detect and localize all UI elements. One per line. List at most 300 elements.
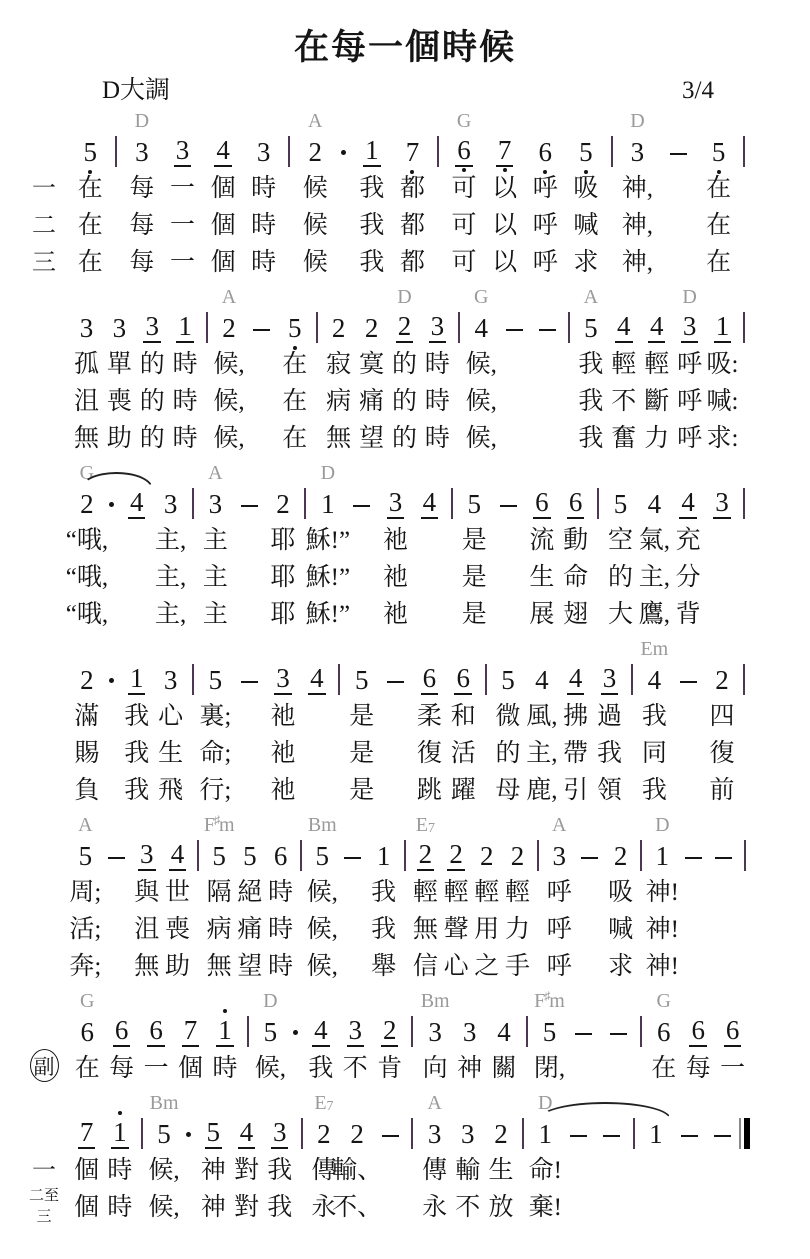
lyric-syllable: 是	[349, 702, 375, 730]
lyric-syllable: 個	[210, 174, 236, 202]
lyric-syllable	[412, 556, 446, 593]
barline-glyph	[296, 837, 307, 871]
lyric-syllable	[338, 908, 369, 945]
chord-label: A	[221, 286, 237, 308]
lyric-syllable: 主,	[154, 563, 187, 591]
lyric-syllable	[673, 1149, 706, 1186]
note-digit: 5	[584, 313, 598, 343]
lyric-syllable: 命;	[199, 739, 232, 767]
lyric-syllable: 復	[709, 739, 735, 767]
chord-strip	[705, 461, 739, 485]
note	[671, 461, 705, 630]
note	[640, 285, 673, 454]
lyric-syllable: 沮	[134, 915, 160, 943]
lyric-syllable: 時	[268, 878, 294, 906]
lyric-syllable: 耶	[270, 526, 296, 554]
lyric-syllable: 的	[608, 563, 634, 591]
lyric-syllable: 一	[169, 174, 195, 202]
lyric-syllable: 在	[74, 1054, 100, 1082]
lyric-syllable: 在	[706, 174, 732, 202]
lyric-syllable	[232, 732, 266, 769]
dash-glyph	[706, 1115, 739, 1149]
lyric-syllable: 不、	[332, 1193, 383, 1221]
chord-label: G	[456, 110, 472, 132]
note	[418, 1091, 451, 1223]
note	[471, 813, 502, 982]
note	[173, 989, 207, 1084]
note-digit: 4	[314, 1015, 328, 1045]
barline-glyph	[193, 837, 204, 871]
lyric-syllable	[407, 1149, 418, 1186]
lyric-syllable: 用	[474, 915, 500, 943]
barline-glyph	[242, 1013, 253, 1047]
chord-strip	[103, 285, 136, 309]
note	[70, 813, 101, 982]
note	[70, 637, 104, 806]
lyric-syllable: 我	[359, 211, 385, 239]
note-digit: 1	[218, 1015, 232, 1045]
lyric-syllable: 以	[492, 174, 518, 202]
lyric-syllable	[739, 556, 750, 593]
note-digit: 2	[364, 313, 379, 343]
lyric-syllable	[374, 1149, 407, 1186]
chord-label: A	[308, 110, 323, 132]
lyric-syllable: 神	[200, 1193, 226, 1221]
lyric-syllable	[739, 945, 750, 982]
chord-strip	[739, 1091, 750, 1115]
lyric-syllable: 每	[129, 248, 155, 276]
note	[525, 637, 559, 806]
note	[441, 813, 472, 982]
lyric-syllable: 鷹,	[638, 600, 670, 628]
duration-dash	[232, 637, 266, 806]
lyric-syllable: 時	[251, 248, 277, 276]
lyric-syllable: 時	[172, 387, 198, 415]
lyric-syllable: 在	[282, 424, 308, 452]
duration-dash	[678, 813, 709, 982]
dash-glyph	[673, 1115, 706, 1149]
lyric-syllable	[678, 871, 709, 908]
dash-glyph	[491, 485, 525, 519]
lyric-syllable: 穌!”	[305, 526, 351, 554]
lyric-syllable	[245, 380, 278, 417]
chord-strip	[70, 109, 111, 133]
lyric-syllable: 的	[391, 387, 417, 415]
note	[300, 637, 334, 806]
chord-strip	[368, 813, 399, 837]
duration-dash	[232, 461, 266, 630]
lyric-syllable: 呼	[532, 211, 558, 239]
lyric-syllable	[193, 871, 204, 908]
note	[103, 1091, 136, 1223]
note-digit: 6	[457, 135, 471, 165]
lyric-syllable	[202, 380, 213, 417]
barline-glyph	[136, 1115, 147, 1149]
lyric-syllable: 負	[74, 776, 100, 804]
lyric-syllable: 祂	[383, 600, 409, 628]
lyric-syllable: 無	[326, 424, 352, 452]
lyric-syllable	[518, 1186, 529, 1223]
lyric-syllable: 候,	[465, 387, 497, 415]
lyric-syllable: 呼	[677, 350, 703, 378]
note-digit: 4	[129, 487, 144, 517]
note-digit: 4	[535, 665, 549, 695]
note-digit: 3	[388, 487, 403, 517]
lyric-syllable: “哦,	[65, 563, 109, 591]
note	[421, 285, 454, 454]
lyric-syllable: 我	[641, 776, 667, 804]
barline	[284, 109, 295, 278]
lyric-syllable	[399, 908, 410, 945]
chord-strip	[681, 989, 715, 1013]
note	[637, 461, 671, 630]
lyric-syllable: 風,	[526, 702, 558, 730]
chord-strip	[232, 637, 266, 661]
note-digit: 5	[501, 665, 515, 695]
lyric-syllable	[345, 556, 379, 593]
note	[332, 1091, 383, 1223]
lyric-syllable: 穌!”	[305, 563, 351, 591]
chord-strip	[678, 813, 709, 837]
barline-glyph	[446, 485, 457, 519]
dash-glyph	[338, 837, 369, 871]
lyric-syllable	[407, 1186, 418, 1223]
lyric-syllable: 與	[134, 878, 160, 906]
lyric-syllable: 耶	[270, 600, 296, 628]
lyric-syllable	[658, 204, 699, 241]
lyric-syllable	[232, 695, 266, 732]
lyric-syllable: 神,	[621, 211, 654, 239]
lyric-syllable: 吸	[573, 174, 599, 202]
lyric-syllable: 時	[251, 211, 277, 239]
lyric-syllable	[706, 1149, 739, 1186]
note-digit: 6	[691, 1015, 705, 1045]
lyric-syllable: 的	[139, 424, 165, 452]
note	[487, 989, 521, 1084]
lyric-syllable: 主,	[154, 600, 187, 628]
lyric-syllable: 氣,	[638, 526, 670, 554]
note	[265, 813, 296, 982]
lyric-syllable	[374, 1186, 407, 1223]
chord-label: E7	[314, 1092, 334, 1114]
lyric-syllable	[705, 593, 739, 630]
lyric-syllable: 我	[124, 776, 150, 804]
lyric-syllable: 一	[143, 1054, 169, 1082]
lyric-syllable	[187, 593, 198, 630]
note	[230, 1091, 263, 1223]
note-digit: 4	[310, 663, 324, 693]
lyric-syllable	[311, 380, 322, 417]
chord-strip	[647, 813, 678, 837]
lyric-syllable: 時	[424, 350, 450, 378]
duration-dash	[531, 285, 564, 454]
chord-strip	[147, 1091, 180, 1115]
note-digit: 4	[422, 487, 437, 517]
chord-strip	[120, 637, 154, 661]
chord-label: D	[630, 110, 645, 132]
lyric-syllable: 病	[206, 915, 232, 943]
lyric-syllable	[606, 241, 617, 278]
lyric-syllable: 不	[455, 1193, 481, 1221]
chord-strip	[593, 461, 604, 485]
note	[104, 989, 138, 1084]
lyric-syllable	[595, 1149, 628, 1186]
music-system-4	[70, 637, 750, 806]
chord-strip	[671, 461, 705, 485]
note	[484, 109, 525, 278]
chord-strip	[374, 1091, 407, 1115]
lyric-syllable: 的	[495, 739, 521, 767]
barline	[739, 109, 750, 278]
lyric-syllable	[407, 1047, 418, 1084]
chord-strip	[173, 989, 207, 1013]
lyric-syllable: 對	[233, 1156, 259, 1184]
barline-glyph	[300, 485, 311, 519]
duration-dash	[101, 813, 132, 982]
music-system-3	[65, 461, 750, 630]
lyric-syllable	[705, 519, 739, 556]
lyric-syllable	[636, 1047, 647, 1084]
note	[392, 109, 433, 278]
lyric-syllable: 在	[77, 174, 103, 202]
lyric-syllable	[120, 519, 154, 556]
note-digit: 3	[140, 839, 154, 869]
chord-strip	[640, 285, 673, 309]
note-digit: 1	[376, 841, 391, 871]
note	[198, 637, 232, 806]
note	[70, 989, 104, 1084]
chord-label: G	[474, 286, 489, 308]
chord-label: D	[134, 110, 150, 132]
chord-strip	[566, 109, 607, 133]
barline-glyph	[433, 133, 444, 167]
lyric-syllable: 病	[326, 387, 352, 415]
note	[532, 989, 566, 1084]
chord-strip	[575, 813, 606, 837]
lyric-syllable: 的	[139, 350, 165, 378]
lyric-syllable: 聲	[443, 915, 469, 943]
dash-glyph	[567, 1013, 601, 1047]
chord-strip	[673, 1091, 706, 1115]
note-digit: 6	[114, 1015, 129, 1045]
music-system-1	[32, 109, 750, 278]
note-digit: 2	[418, 839, 433, 869]
note	[198, 461, 232, 630]
music-system-2	[70, 285, 750, 454]
chord-strip	[465, 285, 498, 309]
chord-strip	[708, 813, 739, 837]
lyric-syllable: 我	[578, 424, 604, 452]
chord-strip	[104, 637, 120, 661]
lyric-syllable	[181, 1186, 197, 1223]
chord-strip	[410, 813, 441, 837]
lyric-syllable	[563, 380, 574, 417]
chord-strip	[203, 109, 244, 133]
lyric-syllable	[296, 1149, 307, 1186]
lyric-syllable: 我	[359, 174, 385, 202]
chord-strip	[626, 637, 637, 661]
chord-strip	[355, 285, 388, 309]
lyric-syllable	[739, 908, 750, 945]
chord-label: A	[551, 814, 567, 836]
lyric-syllable	[412, 593, 446, 630]
lyric-syllable	[658, 167, 699, 204]
note-digit: 7	[405, 137, 420, 167]
lyric-syllable: 候,	[148, 1193, 180, 1221]
chord-strip	[373, 989, 407, 1013]
note-digit: 3	[145, 311, 159, 341]
lyric-syllable: 候	[302, 248, 328, 276]
lyric-syllable	[284, 167, 295, 204]
duration-dash	[601, 989, 635, 1084]
lyric-syllable	[491, 556, 525, 593]
chord-strip	[213, 285, 246, 309]
note-digit: 6	[456, 663, 470, 693]
chord-strip	[338, 989, 372, 1013]
chord-strip	[399, 813, 410, 837]
lyric-syllable: 祂	[383, 526, 409, 554]
chord-strip	[658, 109, 699, 133]
chord-label: D	[538, 1092, 553, 1114]
lyric-syllable: 我	[124, 739, 150, 767]
lyric-syllable: 耶	[270, 563, 296, 591]
note	[70, 285, 103, 454]
barline	[480, 637, 491, 806]
lyric-syllable	[232, 556, 266, 593]
note-digit: 3	[79, 313, 94, 343]
note-digit: 4	[474, 313, 488, 343]
lyric-syllable: 是	[461, 526, 487, 554]
lyric-syllable	[705, 556, 739, 593]
chord-strip	[338, 813, 369, 837]
lyric-syllable: 輕	[474, 878, 500, 906]
lyric-syllable: 助	[106, 424, 132, 452]
lyric-syllable	[454, 380, 465, 417]
chord-strip	[300, 637, 334, 661]
lyric-syllable: 我	[308, 1054, 334, 1082]
dash-glyph	[575, 837, 606, 871]
note	[345, 637, 379, 806]
lyric-syllable	[454, 343, 465, 380]
note-digit: 1	[113, 1117, 127, 1147]
dot-glyph	[104, 661, 120, 695]
chord-strip	[311, 461, 345, 485]
chord-strip	[266, 461, 300, 485]
lyric-syllable	[232, 593, 266, 630]
chord-strip	[606, 109, 617, 133]
note-digit: 1	[365, 135, 379, 165]
lyric-syllable	[739, 167, 750, 204]
lyric-syllable	[446, 519, 457, 556]
note	[263, 1091, 296, 1223]
lyric-syllable	[296, 908, 307, 945]
chord-strip	[154, 461, 188, 485]
chord-strip	[637, 637, 671, 661]
lyric-syllable: 我	[641, 702, 667, 730]
lyric-syllable: 時	[172, 350, 198, 378]
lyric-syllable: 輕	[611, 350, 637, 378]
note-digit: 3	[175, 135, 190, 165]
note	[338, 989, 372, 1084]
lyric-syllable	[562, 1186, 595, 1223]
note	[715, 989, 749, 1084]
note-digit: 5	[206, 1117, 221, 1147]
lyric-syllable: 神,	[621, 248, 654, 276]
lyric-syllable: 沮	[73, 387, 99, 415]
lyric-syllable	[446, 593, 457, 630]
barline	[739, 813, 750, 982]
lyric-syllable: 躍	[450, 776, 476, 804]
lyric-syllable	[288, 1047, 304, 1084]
lyric-syllable	[739, 417, 750, 454]
barline-glyph	[739, 485, 750, 519]
chord-strip	[452, 989, 486, 1013]
lyric-syllable	[193, 945, 204, 982]
lyric-syllable	[601, 1047, 635, 1084]
chord-strip	[204, 813, 235, 837]
lyric-syllable	[533, 871, 544, 908]
lyric-syllable: 周;	[69, 878, 102, 906]
lyric-syllable	[446, 556, 457, 593]
lyric-syllable: 永	[311, 1193, 337, 1221]
chord-strip	[601, 989, 635, 1013]
note	[122, 109, 163, 278]
lyric-syllable: 主,	[526, 739, 558, 767]
lyric-syllable	[491, 593, 525, 630]
duration-dash	[658, 109, 699, 278]
lyric-syllable	[187, 556, 198, 593]
lyric-syllable	[739, 241, 750, 278]
lyric-syllable: 輸	[455, 1156, 481, 1184]
lyric-syllable: 拂	[563, 702, 589, 730]
lyric-syllable: 個	[74, 1156, 100, 1184]
note	[593, 637, 627, 806]
chord-strip	[407, 989, 418, 1013]
dash-glyph	[232, 661, 266, 695]
note	[368, 813, 399, 982]
chord-strip	[253, 989, 287, 1013]
chord-strip	[334, 637, 345, 661]
chord-strip	[70, 285, 103, 309]
note-digit: 6	[149, 1015, 163, 1045]
note-digit: 6	[273, 841, 288, 871]
note	[305, 461, 351, 630]
note	[559, 637, 593, 806]
lyric-syllable: 是	[349, 776, 375, 804]
note	[544, 813, 575, 982]
barline	[111, 109, 122, 278]
note-digit: 5	[579, 137, 593, 167]
chord-strip	[637, 461, 671, 485]
note	[484, 1091, 517, 1223]
chord-strip	[122, 109, 163, 133]
lyric-syllable: 候,	[306, 878, 338, 906]
lyric-syllable	[593, 556, 604, 593]
lyric-syllable: 寞	[359, 350, 385, 378]
note-digit: 3	[163, 665, 178, 695]
note-digit: 1	[178, 311, 192, 341]
lyric-syllable: 每	[109, 1054, 135, 1082]
lyric-syllable	[708, 908, 739, 945]
lyric-syllable: 絕	[237, 878, 263, 906]
chord-strip	[336, 109, 352, 133]
note	[647, 989, 681, 1084]
note	[706, 285, 739, 454]
lyric-syllable: 求	[573, 248, 599, 276]
chord-strip	[345, 637, 379, 661]
note-digit: 4	[681, 487, 695, 517]
chord-strip	[230, 1091, 263, 1115]
